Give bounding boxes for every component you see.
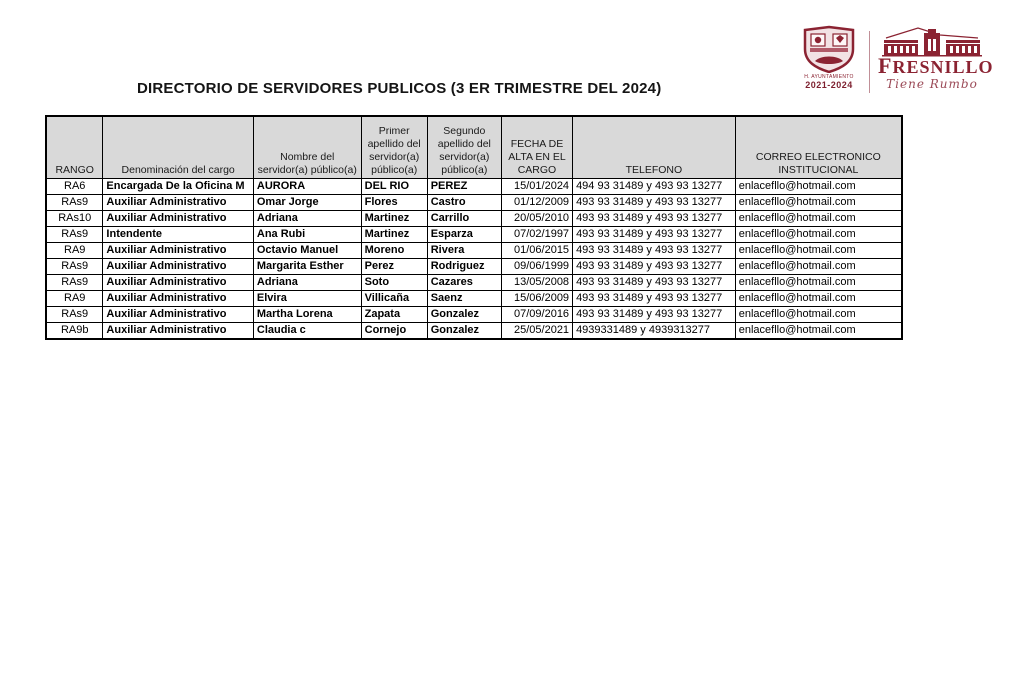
cell-nombre: Martha Lorena	[253, 306, 361, 322]
cell-primer: Martinez	[361, 226, 427, 242]
cell-rango: RA9b	[46, 322, 103, 339]
cell-cargo: Auxiliar Administrativo	[103, 290, 253, 306]
ayuntamiento-crest	[797, 25, 861, 90]
cell-rango: RA6	[46, 178, 103, 194]
header-row	[46, 116, 902, 178]
cell-rango: RA9	[46, 242, 103, 258]
cell-nombre: Ana Rubi	[253, 226, 361, 242]
logo-brand	[878, 25, 994, 91]
directory-table	[45, 115, 903, 340]
table-row	[46, 290, 902, 306]
cell-cargo: Auxiliar Administrativo	[103, 210, 253, 226]
cell-rango: RAs10	[46, 210, 103, 226]
column-header-rango: RANGO	[46, 116, 103, 178]
cell-primer: Villicaña	[361, 290, 427, 306]
cell-fecha: 15/01/2024	[501, 178, 572, 194]
table-row	[46, 178, 902, 194]
logo-wordmark: FRESNILLO	[878, 53, 994, 78]
cell-telefono: 494 93 31489 y 493 93 13277	[573, 178, 736, 194]
cell-correo: enlacefllo@hotmail.com	[735, 226, 902, 242]
cell-rango: RAs9	[46, 306, 103, 322]
cell-fecha: 01/06/2015	[501, 242, 572, 258]
fresnillo-logo	[797, 25, 994, 93]
column-header-telefono: TELEFONO	[573, 116, 736, 178]
cell-rango: RAs9	[46, 194, 103, 210]
column-header-primer: Primer apellido del servidor(a) público(a)	[361, 116, 427, 178]
cell-fecha: 13/05/2008	[501, 274, 572, 290]
logo-slogan: Tiene Rumbo	[886, 77, 978, 91]
cell-nombre: Omar Jorge	[253, 194, 361, 210]
cell-nombre: Margarita Esther	[253, 258, 361, 274]
cell-nombre: Elvira	[253, 290, 361, 306]
cell-cargo: Auxiliar Administrativo	[103, 258, 253, 274]
table-body	[46, 178, 902, 339]
cell-telefono: 4939331489 y 4939313277	[573, 322, 736, 339]
cell-correo: enlacefllo@hotmail.com	[735, 274, 902, 290]
cell-segundo: Rivera	[427, 242, 501, 258]
table-row	[46, 226, 902, 242]
cell-cargo: Auxiliar Administrativo	[103, 242, 253, 258]
table-row	[46, 306, 902, 322]
cell-telefono: 493 93 31489 y 493 93 13277	[573, 210, 736, 226]
cell-segundo: PEREZ	[427, 178, 501, 194]
cell-rango: RA9	[46, 290, 103, 306]
cell-correo: enlacefllo@hotmail.com	[735, 210, 902, 226]
cell-segundo: Castro	[427, 194, 501, 210]
cell-telefono: 493 93 31489 y 493 93 13277	[573, 226, 736, 242]
table-row	[46, 274, 902, 290]
column-header-fecha: FECHA DE ALTA EN EL CARGO	[501, 116, 572, 178]
cell-telefono: 493 93 31489 y 493 93 13277	[573, 194, 736, 210]
column-header-segundo: Segundo apellido del servidor(a) público(a)	[427, 116, 501, 178]
table-row	[46, 258, 902, 274]
cell-telefono: 493 93 31489 y 493 93 13277	[573, 290, 736, 306]
table-row	[46, 210, 902, 226]
cell-correo: enlacefllo@hotmail.com	[735, 290, 902, 306]
cell-segundo: Esparza	[427, 226, 501, 242]
cell-cargo: Auxiliar Administrativo	[103, 322, 253, 339]
cell-fecha: 07/09/2016	[501, 306, 572, 322]
cell-fecha: 09/06/1999	[501, 258, 572, 274]
cell-primer: Perez	[361, 258, 427, 274]
logo-divider	[869, 31, 870, 93]
cell-correo: enlacefllo@hotmail.com	[735, 194, 902, 210]
aqueduct-icon	[878, 25, 986, 57]
cell-primer: DEL RIO	[361, 178, 427, 194]
cell-cargo: Auxiliar Administrativo	[103, 306, 253, 322]
cell-telefono: 493 93 31489 y 493 93 13277	[573, 242, 736, 258]
cell-segundo: Carrillo	[427, 210, 501, 226]
table-row	[46, 194, 902, 210]
cell-fecha: 07/02/1997	[501, 226, 572, 242]
cell-nombre: Adriana	[253, 274, 361, 290]
cell-fecha: 01/12/2009	[501, 194, 572, 210]
cell-rango: RAs9	[46, 226, 103, 242]
cell-fecha: 25/05/2021	[501, 322, 572, 339]
column-header-nombre: Nombre del servidor(a) público(a)	[253, 116, 361, 178]
ayuntamiento-crest-icon	[797, 25, 861, 73]
column-header-correo: CORREO ELECTRONICO INSTITUCIONAL	[735, 116, 902, 178]
cell-telefono: 493 93 31489 y 493 93 13277	[573, 274, 736, 290]
cell-fecha: 20/05/2010	[501, 210, 572, 226]
cell-rango: RAs9	[46, 258, 103, 274]
cell-nombre: AURORA	[253, 178, 361, 194]
cell-cargo: Intendente	[103, 226, 253, 242]
cell-segundo: Cazares	[427, 274, 501, 290]
cell-segundo: Rodriguez	[427, 258, 501, 274]
column-header-cargo: Denominación del cargo	[103, 116, 253, 178]
cell-cargo: Auxiliar Administrativo	[103, 194, 253, 210]
table-head	[46, 116, 902, 178]
cell-correo: enlacefllo@hotmail.com	[735, 322, 902, 339]
cell-primer: Soto	[361, 274, 427, 290]
cell-nombre: Octavio Manuel	[253, 242, 361, 258]
cell-nombre: Claudia c	[253, 322, 361, 339]
cell-segundo: Saenz	[427, 290, 501, 306]
cell-primer: Zapata	[361, 306, 427, 322]
cell-primer: Flores	[361, 194, 427, 210]
cell-cargo: Auxiliar Administrativo	[103, 274, 253, 290]
crest-years: 2021-2024	[805, 80, 853, 90]
cell-rango: RAs9	[46, 274, 103, 290]
cell-correo: enlacefllo@hotmail.com	[735, 178, 902, 194]
table-row	[46, 242, 902, 258]
cell-correo: enlacefllo@hotmail.com	[735, 306, 902, 322]
cell-telefono: 493 93 31489 y 493 93 13277	[573, 258, 736, 274]
cell-cargo: Encargada De la Oficina M	[103, 178, 253, 194]
cell-fecha: 15/06/2009	[501, 290, 572, 306]
cell-telefono: 493 93 31489 y 493 93 13277	[573, 306, 736, 322]
table-row	[46, 322, 902, 339]
cell-primer: Moreno	[361, 242, 427, 258]
page-title: DIRECTORIO DE SERVIDORES PUBLICOS (3 ER TRIMESTRE DEL 2024)	[137, 80, 662, 97]
cell-primer: Cornejo	[361, 322, 427, 339]
cell-correo: enlacefllo@hotmail.com	[735, 242, 902, 258]
cell-segundo: Gonzalez	[427, 306, 501, 322]
cell-nombre: Adriana	[253, 210, 361, 226]
crest-caption: H. AYUNTAMIENTO	[804, 74, 854, 80]
cell-correo: enlacefllo@hotmail.com	[735, 258, 902, 274]
cell-segundo: Gonzalez	[427, 322, 501, 339]
cell-primer: Martinez	[361, 210, 427, 226]
